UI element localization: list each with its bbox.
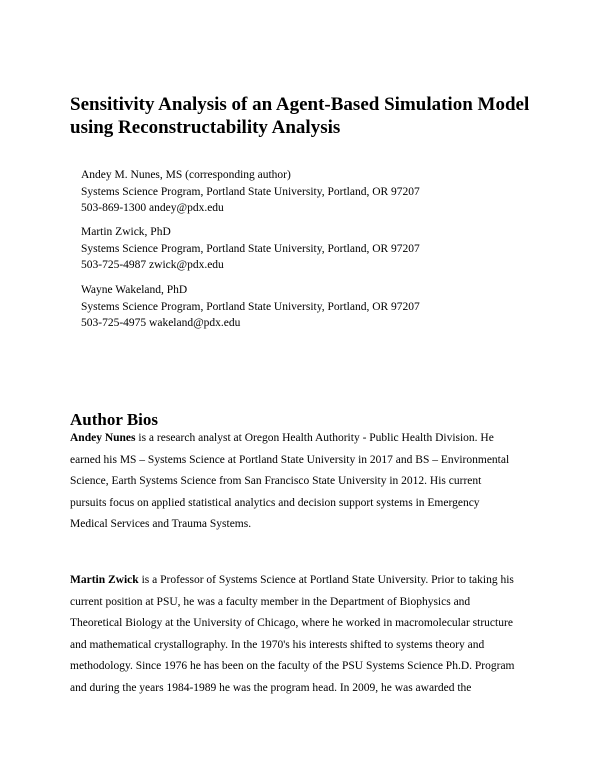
- bio-line: and mathematical crystallography. In the 1970's his interests shifted to systems theory and: [70, 638, 485, 651]
- title-line-1: Sensitivity Analysis of an Agent-Based Simulation Model: [70, 94, 530, 115]
- author-block-nunes: [81, 167, 420, 217]
- author-block-wakeland: [81, 282, 420, 332]
- bio-text: is a research analyst at Oregon Health Authority - Public Health Division. He: [135, 432, 494, 444]
- title-line-2: using Reconstructability Analysis: [70, 117, 341, 138]
- bio-line: Medical Services and Trauma Systems.: [70, 518, 252, 530]
- author-bios-heading: Author Bios: [70, 410, 159, 429]
- paper-title: [70, 93, 540, 139]
- author-contact: 503-725-4987 zwick@pdx.edu: [81, 259, 224, 271]
- author-contact: 503-869-1300 andey@pdx.edu: [81, 202, 224, 214]
- bio-line: earned his MS – Systems Science at Portland State University in 2017 and BS – Environmental: [70, 453, 510, 466]
- bio-paragraph-nunes: [70, 428, 540, 536]
- bio-line: current position at PSU, he was a faculty member in the Department of Biophysics and: [70, 595, 471, 608]
- bio-paragraph-zwick: [70, 570, 540, 699]
- bio-line: [70, 428, 540, 450]
- bio-line: methodology. Since 1976 he has been on the faculty of the PSU Systems Science Ph.D. Program: [70, 660, 515, 672]
- bio-line: [70, 570, 540, 592]
- author-name: Wayne Wakeland, PhD: [81, 284, 188, 296]
- bio-line: pursuits focus on applied statistical analytics and decision support systems in Emergency: [70, 496, 480, 509]
- author-affiliation: Systems Science Program, Portland State University, Portland, OR 97207: [81, 185, 420, 198]
- bio-text: is a Professor of Systems Science at Portland State University. Prior to taking his: [138, 574, 514, 586]
- author-affiliation: Systems Science Program, Portland State University, Portland, OR 97207: [81, 242, 420, 255]
- author-affiliation: Systems Science Program, Portland State University, Portland, OR 97207: [81, 300, 420, 313]
- author-block-zwick: [81, 224, 420, 274]
- author-name: Martin Zwick, PhD: [81, 226, 171, 238]
- bio-line: Theoretical Biology at the University of Chicago, where he worked in macromolecular structure: [70, 617, 513, 629]
- bio-author-name: Andey Nunes: [70, 432, 136, 444]
- author-name: Andey M. Nunes, MS (corresponding author): [81, 169, 291, 181]
- author-contact: 503-725-4975 wakeland@pdx.edu: [81, 317, 241, 329]
- bio-author-name: Martin Zwick: [70, 574, 139, 586]
- bio-line: and during the years 1984-1989 he was the program head. In 2009, he was awarded the: [70, 681, 472, 694]
- bio-line: Science, Earth Systems Science from San Francisco State University in 2012. His current: [70, 475, 482, 487]
